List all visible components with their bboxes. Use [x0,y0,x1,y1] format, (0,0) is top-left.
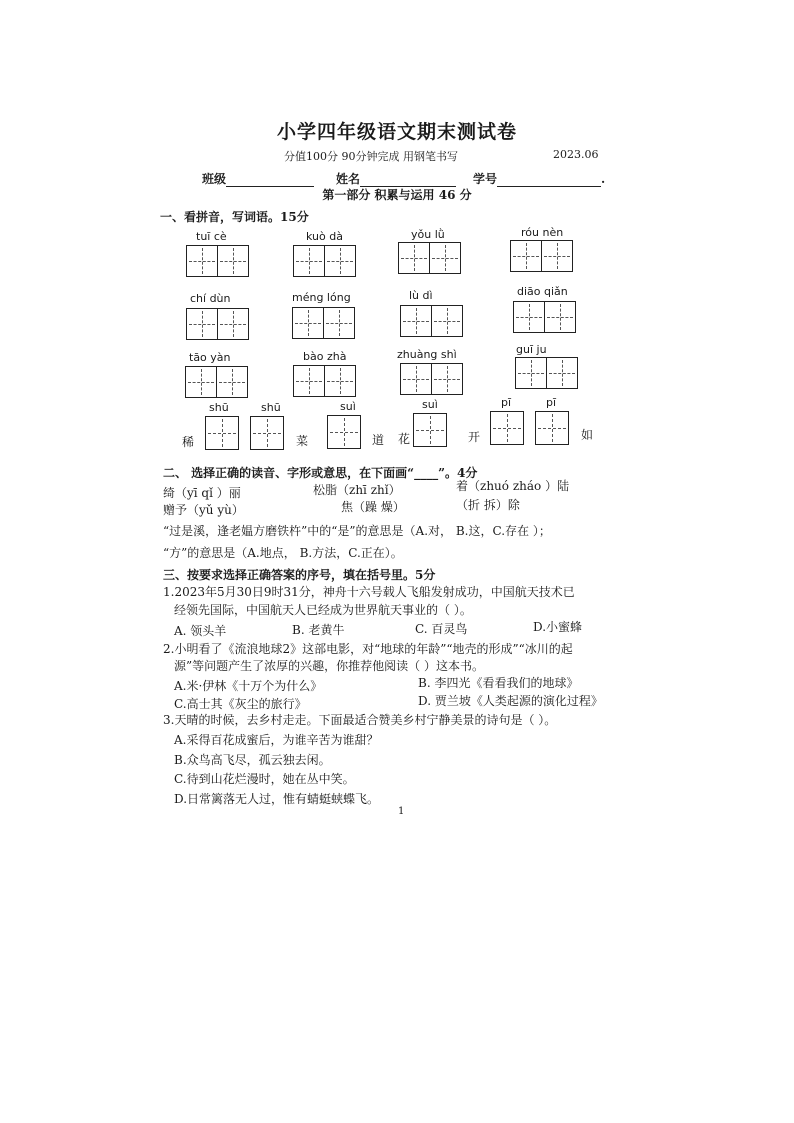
grid-cell[interactable] [323,307,355,339]
writing-grid[interactable] [185,366,248,398]
grid-cell[interactable] [398,242,430,274]
grid-cell[interactable] [205,416,239,450]
pinyin: lù dì [409,289,433,302]
section2-title: 二、 选择正确的读音、字形或意思，在下面画“____”。4分 [163,466,478,480]
choice-item[interactable]: 着（zhuó zháo ）陆 [456,479,570,493]
option-a[interactable]: A.采得百花成蜜后，为谁辛苦为谁甜？ [174,733,379,747]
name-label: 姓名 [336,172,361,186]
word-char: 开 [468,430,481,444]
writing-grid[interactable] [186,245,249,277]
question-text: 2.小明看了《流浪地球2》这部电影，对“地球的年龄”“地壳的形成”“冰川的起 [163,642,573,656]
exam-date: 2023.06 [553,148,599,161]
grid-cell[interactable] [185,366,217,398]
grid-cell[interactable] [513,301,545,333]
choice-item[interactable]: 绮（yī qǐ ）丽 [163,486,241,500]
grid-cell[interactable] [546,357,578,389]
writing-grid[interactable] [400,363,463,395]
pinyin: suì [340,400,356,413]
option-c[interactable]: C.高士其《灰尘的旅行》 [174,697,307,711]
grid-cell[interactable] [250,416,284,450]
grid-cell[interactable] [217,245,249,277]
writing-grid[interactable] [398,242,461,274]
pinyin: guī ju [516,343,547,356]
choice-item[interactable]: 焦（躁 燥） [341,500,405,514]
option-d[interactable]: D.小蜜蜂 [533,620,583,634]
pinyin: diāo qiǎn [517,285,568,298]
choice-item[interactable]: 赠予（yǔ yù） [163,503,244,517]
name-field [336,170,456,187]
pinyin: shū [261,401,281,414]
writing-grid[interactable] [327,415,361,449]
option-b[interactable]: B. 李四光《看看我们的地球》 [418,676,579,690]
grid-cell[interactable] [541,240,573,272]
question-text: “过是溪，逢老媪方磨铁杵”中的“是”的意思是（A.对， B.这，C.存在 ）； [163,524,551,538]
grid-cell[interactable] [544,301,576,333]
option-d[interactable]: D. 贾兰坡《人类起源的演化过程》 [418,694,603,708]
grid-cell[interactable] [186,308,218,340]
pinyin: zhuàng shì [397,348,457,361]
question-text: 3.天晴的时候，去乡村走走。下面最适合赞美乡村宁静美景的诗句是（ ）。 [163,713,557,727]
pinyin: shū [209,401,229,414]
writing-grid[interactable] [413,413,447,447]
writing-grid[interactable] [400,305,463,337]
page-number: 1 [398,806,405,817]
writing-grid[interactable] [535,411,569,445]
pinyin: méng lóng [292,291,351,304]
part-heading: 第一部分 积累与运用 46 分 [322,188,472,202]
class-field [202,170,314,187]
option-b[interactable]: B.众鸟高飞尽，孤云独去闲。 [174,753,331,767]
pinyin: suì [422,398,438,411]
writing-grid[interactable] [293,245,356,277]
option-c[interactable]: C.待到山花烂漫时，她在丛中笑。 [174,772,355,786]
writing-grid[interactable] [186,308,249,340]
writing-grid[interactable] [490,411,524,445]
section1-title: 一、看拼音，写词语。15分 [160,210,309,224]
grid-cell[interactable] [413,413,447,447]
writing-grid[interactable] [515,357,578,389]
grid-cell[interactable] [510,240,542,272]
writing-grid[interactable] [293,365,356,397]
id-field: 学号 . [473,172,606,186]
pinyin: pī [546,396,557,409]
option-c[interactable]: C. 百灵鸟 [415,622,468,636]
grid-cell[interactable] [490,411,524,445]
pinyin: kuò dà [306,230,343,243]
id-label: 学号 [473,172,498,186]
option-a[interactable]: A.米·伊林《十万个为什么》 [174,679,323,693]
question-text: “方”的意思是（A.地点， B.方法，C.正在）。 [163,546,403,560]
exam-subtitle: 分值100分 90分钟完成 用钢笔书写 [284,150,458,163]
grid-cell[interactable] [216,366,248,398]
grid-cell[interactable] [293,365,325,397]
choice-item[interactable]: （折 拆）除 [456,498,520,512]
grid-cell[interactable] [535,411,569,445]
word-char: 花 [398,432,411,446]
question-text: 源”等问题产生了浓厚的兴趣，你推荐他阅读（ ）这本书。 [174,659,484,673]
writing-grid[interactable] [205,416,239,450]
writing-grid[interactable] [250,416,284,450]
grid-cell[interactable] [293,245,325,277]
grid-cell[interactable] [186,245,218,277]
pinyin: róu nèn [521,226,564,239]
writing-grid[interactable] [510,240,573,272]
grid-cell[interactable] [324,245,356,277]
pinyin: pī [501,396,512,409]
pinyin: tuī cè [196,230,227,243]
grid-cell[interactable] [431,363,463,395]
class-label: 班级 [202,172,227,186]
pinyin: yǒu lǜ [411,228,445,241]
grid-cell[interactable] [292,307,324,339]
option-a[interactable]: A. 领头羊 [174,624,227,638]
question-text: 经领先国际，中国航天人已经成为世界航天事业的（ ）。 [174,603,472,617]
question-text: 1.2023年5月30日9时31分，神舟十六号载人飞船发射成功，中国航天技术已 [163,585,575,599]
writing-grid[interactable] [513,301,576,333]
grid-cell[interactable] [217,308,249,340]
grid-cell[interactable] [429,242,461,274]
writing-grid[interactable] [292,307,355,339]
section3-title: 三、按要求选择正确答案的序号，填在括号里。5分 [163,568,436,582]
choice-item[interactable]: 松脂（zhī zhǐ） [313,483,401,497]
page-title: 小学四年级语文期末测试卷 [276,121,517,143]
word-char: 道 [372,433,385,447]
grid-cell[interactable] [400,305,432,337]
grid-cell[interactable] [431,305,463,337]
pinyin: tāo yàn [189,351,231,364]
option-b[interactable]: B. 老黄牛 [292,623,345,637]
grid-cell[interactable] [324,365,356,397]
option-d[interactable]: D.日常篱落无人过，惟有蜻蜓蛱蝶飞。 [174,792,380,806]
grid-cell[interactable] [400,363,432,395]
word-char: 稀 [182,435,195,449]
pinyin: chí dùn [190,292,231,305]
grid-cell[interactable] [327,415,361,449]
grid-cell[interactable] [515,357,547,389]
pinyin: bào zhà [303,350,347,363]
word-char: 菜 [296,434,309,448]
word-char: 如 [581,428,594,442]
